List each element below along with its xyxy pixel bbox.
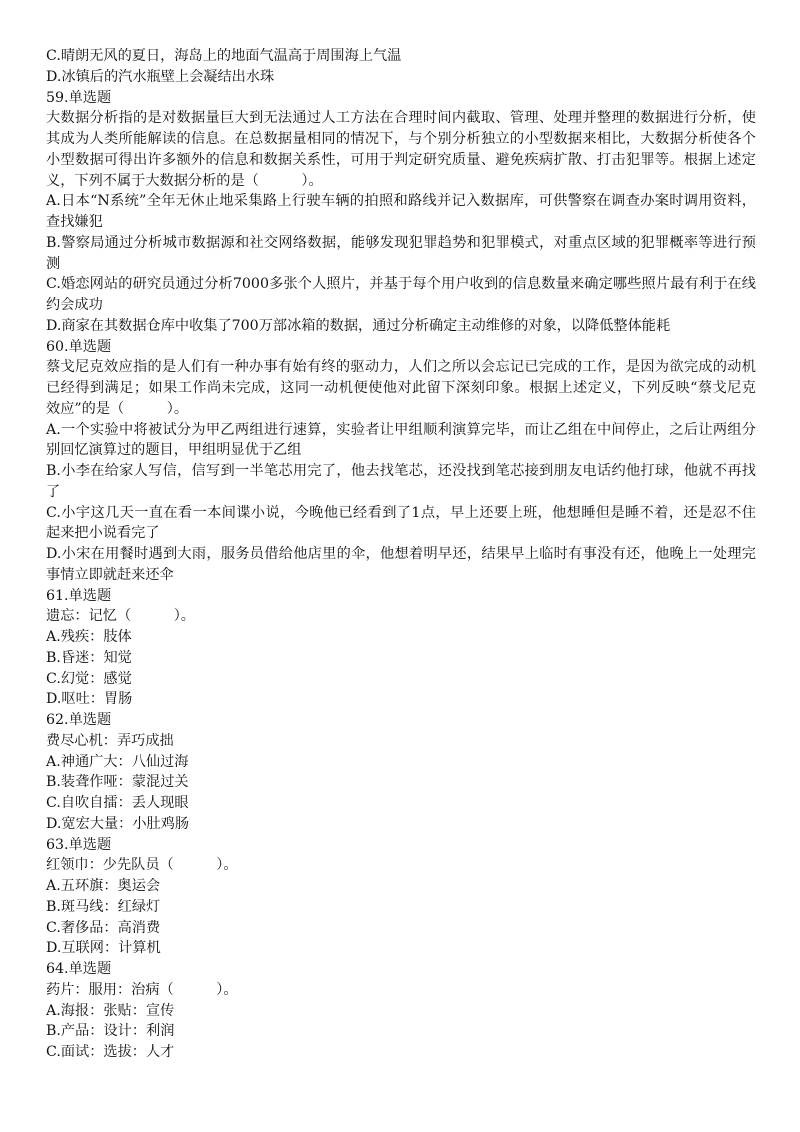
text-line: D.小宋在用餐时遇到大雨，服务员借给他店里的伞，他想着明早还，结果早上临时有事没有还，他晚上一处理完 — [46, 546, 756, 562]
text-line: 蔡戈尼克效应指的是人们有一种办事有始有终的驱动力，人们之所以会忘记已完成的工作，是因为欲完成的动机 — [46, 359, 756, 376]
answer-option — [46, 1001, 756, 1022]
text-line: 了 — [46, 483, 61, 500]
answer-option — [46, 1021, 756, 1042]
answer-option — [46, 1042, 756, 1063]
answer-option — [46, 897, 756, 918]
answer-option — [46, 627, 756, 648]
text-line: C.婚恋网站的研究员通过分析7000多张个人照片，并基于每个用户收到的信息数量来确定哪些照片最有利于在线 — [46, 276, 756, 293]
text-line: 别回忆演算过的题目，甲组明显优于乙组 — [46, 442, 302, 459]
option-list — [46, 627, 756, 710]
text-line: 效应”的是（ ）。 — [46, 400, 189, 417]
text-line: 费尽心机：弄巧成拙 — [46, 732, 174, 749]
answer-option — [46, 461, 756, 503]
text-line: 起来把小说看完了 — [46, 525, 160, 542]
option-list — [46, 420, 756, 586]
answer-option — [46, 420, 756, 462]
text-line: C.面试：选拔：人才 — [46, 1044, 175, 1060]
answer-option — [46, 689, 756, 710]
previous-question-options — [46, 46, 756, 88]
option-list — [46, 876, 756, 959]
text-line: A.神通广大：八仙过海 — [46, 753, 189, 770]
question-stem — [46, 357, 756, 419]
text-line: D.商家在其数据仓库中收集了700万部冰箱的数据，通过分析确定主动维修的对象，以降低整体能耗 — [46, 317, 671, 334]
text-line: D.互联网：计算机 — [46, 940, 161, 957]
text-line: D.宽宏大量：小肚鸡肠 — [46, 815, 190, 832]
text-line: C.小宇这几天一直在看一本间谍小说，今晚他已经看到了1点，早上还要上班，他想睡但是睡不着，还是忍不住 — [46, 504, 756, 521]
answer-option — [46, 503, 756, 545]
answer-option — [46, 793, 756, 814]
answer-option — [46, 46, 756, 67]
question-block — [46, 959, 756, 1063]
answer-option — [46, 67, 756, 88]
option-list — [46, 1001, 756, 1063]
text-line: B.斑马线：红绿灯 — [46, 898, 161, 915]
question-stem — [46, 855, 756, 876]
text-line: D.呕吐：胃肠 — [46, 691, 133, 708]
document-page — [46, 46, 756, 1063]
text-line: A.一个实验中将被试分为甲乙两组进行速算，实验者让甲组顺利演算完毕，而让乙组在中间停止，之后让两组分 — [46, 421, 756, 438]
text-line: A.海报：张贴：宣传 — [46, 1002, 175, 1019]
text-line: B.产品：设计：利润 — [46, 1023, 175, 1040]
answer-option — [46, 233, 756, 275]
question-list — [46, 88, 756, 1063]
text-line: 红领巾：少先队员（ ）。 — [46, 857, 238, 874]
text-line: 药片：服用：治病（ ）。 — [46, 981, 238, 998]
answer-option — [46, 274, 756, 316]
text-line: B.警察局通过分析城市数据源和社交网络数据，能够发现犯罪趋势和犯罪模式，对重点区域的犯罪概率等进行预 — [46, 234, 756, 251]
text-line: C.晴朗无风的夏日，海岛上的地面气温高于周围海上气温 — [46, 48, 402, 64]
text-line: 义，下列不属于大数据分析的是（ ）。 — [46, 172, 323, 189]
answer-option — [46, 918, 756, 939]
question-header: 64.单选题 — [46, 961, 112, 977]
answer-option — [46, 191, 756, 233]
text-line: 其成为人类所能解读的信息。在总数据量相同的情况下，与个别分析独立的小型数据来相比，大数据分析使各个 — [46, 131, 756, 147]
question-block — [46, 586, 756, 711]
text-line: 小型数据可得出许多额外的信息和数据关系性，可用于判定研究质量、避免疾病扩散、打击犯罪等。根据上述定 — [46, 151, 756, 168]
question-stem — [46, 980, 756, 1001]
text-line: 事情立即就赶来还伞 — [46, 566, 174, 583]
answer-option — [46, 544, 756, 586]
answer-option — [46, 669, 756, 690]
text-line: 查找嫌犯 — [46, 214, 103, 230]
text-line: 大数据分析指的是对数据量巨大到无法通过人工方法在合理时间内截取、管理、处理并整理的数据进行分析，使 — [46, 110, 756, 127]
option-list — [46, 752, 756, 835]
question-header: 63.单选题 — [46, 836, 112, 853]
answer-option — [46, 938, 756, 959]
question-stem — [46, 606, 756, 627]
text-line: A.残疾：肢体 — [46, 629, 132, 645]
option-list — [46, 191, 756, 336]
text-line: 约会成功 — [46, 297, 103, 313]
text-line: D.冰镇后的汽水瓶壁上会凝结出水珠 — [46, 68, 275, 85]
answer-option — [46, 814, 756, 835]
answer-option — [46, 772, 756, 793]
text-line: C.自吹自擂：丢人现眼 — [46, 795, 189, 811]
text-line: A.五环旗：奥运会 — [46, 878, 161, 894]
question-header: 61.单选题 — [46, 587, 112, 604]
answer-option — [46, 752, 756, 773]
text-line: B.昏迷：知觉 — [46, 649, 132, 666]
text-line: 测 — [46, 255, 61, 272]
question-block — [46, 835, 756, 960]
question-stem — [46, 731, 756, 752]
text-line: C.幻觉：感觉 — [46, 670, 132, 687]
text-line: 遗忘：记忆（ ）。 — [46, 608, 195, 625]
question-header: 62.单选题 — [46, 712, 112, 728]
answer-option — [46, 316, 756, 337]
text-line: 已经得到满足；如果工作尚未完成，这同一动机便使他对此留下深刻印象。根据上述定义，下列反映“蔡戈尼克 — [46, 380, 756, 396]
question-stem — [46, 108, 756, 191]
question-header: 60.单选题 — [46, 338, 112, 355]
answer-option — [46, 648, 756, 669]
text-line: B.装聋作哑：蒙混过关 — [46, 774, 189, 791]
question-block — [46, 88, 756, 337]
text-line: B.小李在给家人写信，信写到一半笔芯用完了，他去找笔芯，还没找到笔芯接到朋友电话约他打球，他就不再找 — [46, 463, 756, 479]
question-block — [46, 710, 756, 835]
text-line: C.奢侈品：高消费 — [46, 919, 161, 936]
question-header: 59.单选题 — [46, 89, 112, 106]
text-line: A.日本“N系统”全年无休止地采集路上行驶车辆的拍照和路线并记入数据库，可供警察在调查办案时调用资料， — [46, 193, 756, 210]
question-block — [46, 337, 756, 586]
answer-option — [46, 876, 756, 897]
